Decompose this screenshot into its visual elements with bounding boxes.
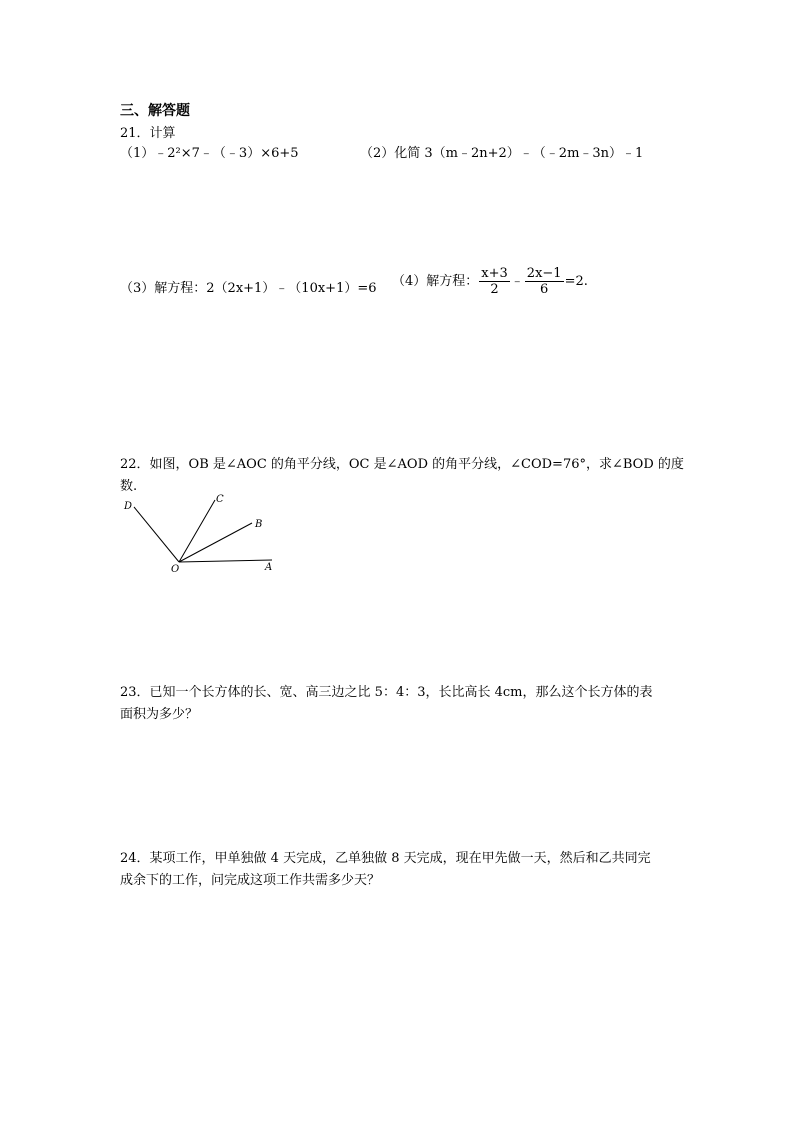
fraction-2-denominator: 6	[540, 282, 549, 297]
label-o: O	[171, 564, 180, 575]
fraction-2-numerator: 2x−1	[526, 266, 562, 281]
q24-line2: 成余下的工作，问完成这项工作共需多少天？	[120, 873, 381, 888]
q21-title: 21．计算	[120, 126, 176, 141]
fraction-1	[479, 266, 510, 297]
q21-part4-suffix: =2.	[564, 274, 588, 289]
angle-figure	[115, 490, 290, 580]
minus-sign: ﹣	[510, 274, 524, 289]
label-c: C	[216, 494, 224, 505]
fraction-2	[525, 266, 564, 297]
q21-part3: （3）解方程：2（2x+1）﹣（10x+1）=6	[120, 281, 377, 296]
ray-od	[134, 507, 179, 562]
q23-line1: 23．已知一个长方体的长、宽、高三边之比 5：4：3，长比高长 4cm，那么这个长方体的表	[120, 685, 653, 700]
q22-line2: 数.	[120, 479, 138, 494]
ray-oa	[179, 560, 272, 562]
q21-part2: （2）化简 3（m﹣2n+2）﹣（﹣2m﹣3n）﹣1	[360, 146, 644, 161]
label-a: A	[265, 562, 273, 573]
q24-line1: 24．某项工作，甲单独做 4 天完成，乙单独做 8 天完成，现在甲先做一天，然后和乙共同完	[120, 851, 651, 866]
fraction-1-denominator: 2	[490, 282, 499, 297]
label-d: D	[124, 501, 133, 512]
fraction-1-numerator: x+3	[481, 266, 508, 281]
q21-part4	[392, 266, 588, 297]
q22-line1: 22．如图，OB 是∠AOC 的角平分线，OC 是∠AOD 的角平分线，∠COD=76°，求∠BOD 的度	[120, 457, 684, 472]
q21-part1: （1）﹣2²×7﹣（﹣3）×6+5	[120, 146, 299, 161]
q21-part4-prefix: （4）解方程：	[392, 274, 479, 289]
q23-line2: 面积为多少？	[120, 707, 199, 722]
section-title: 三、解答题	[120, 103, 190, 119]
label-b: B	[255, 519, 263, 530]
